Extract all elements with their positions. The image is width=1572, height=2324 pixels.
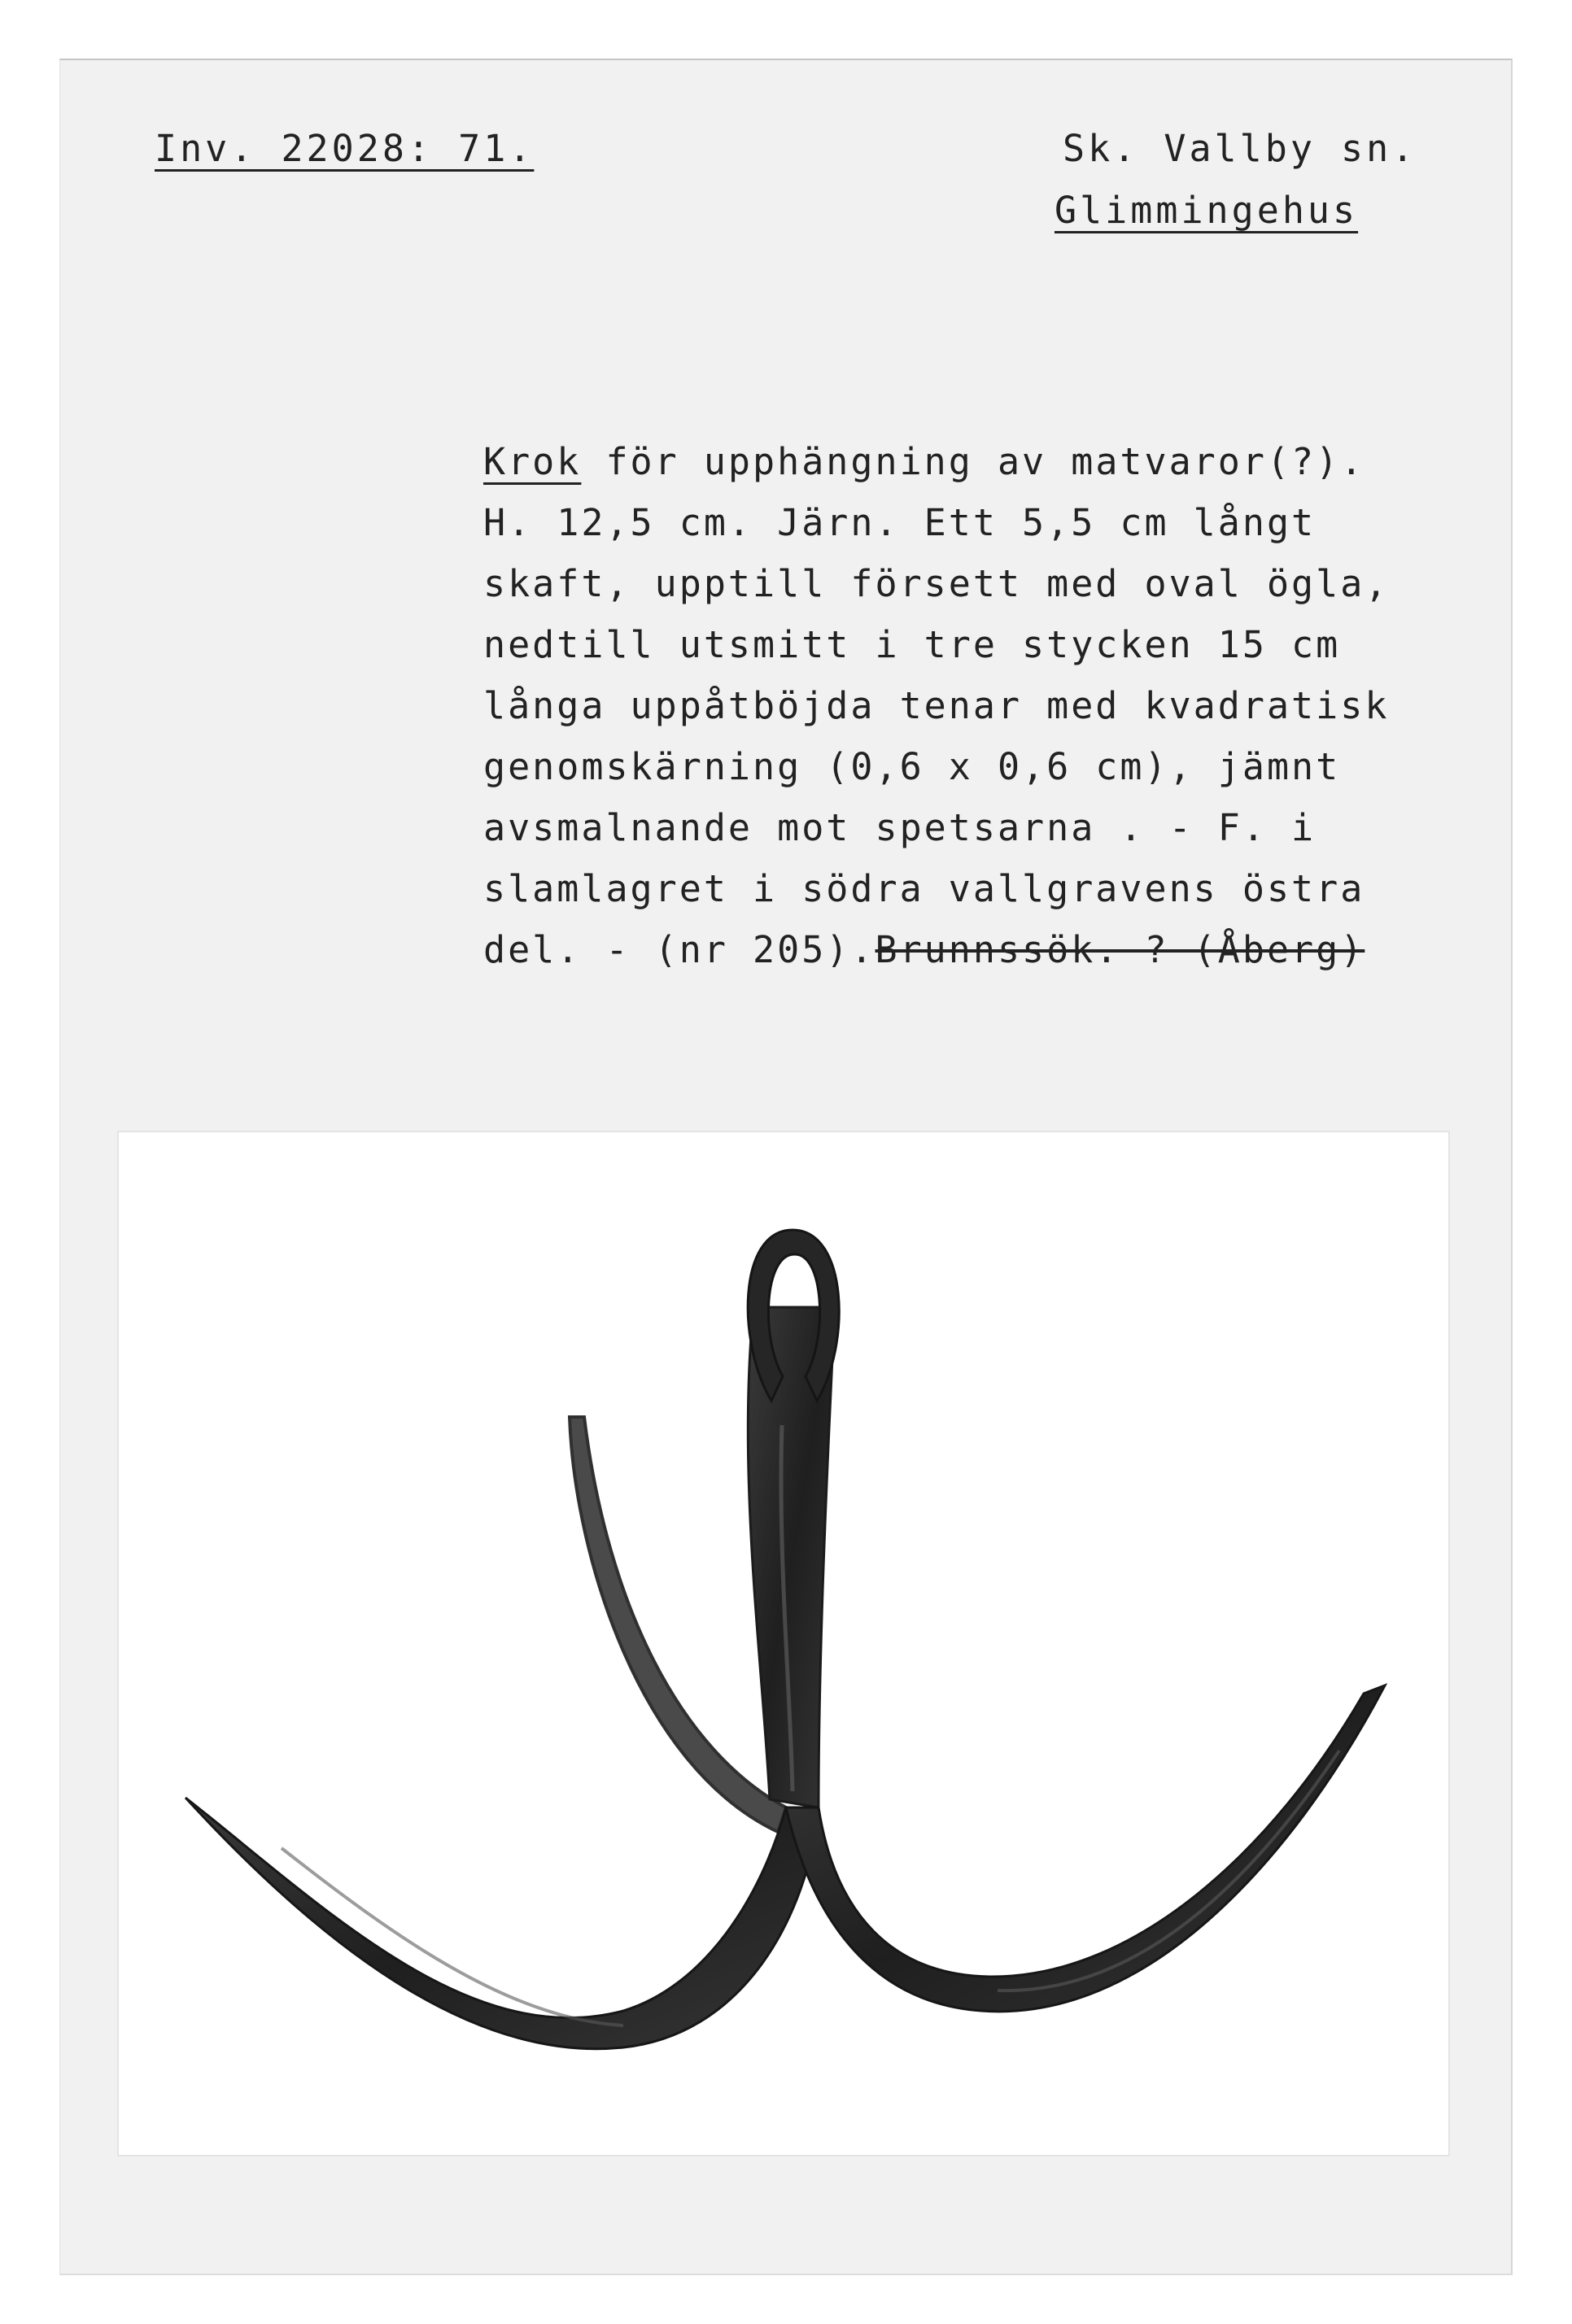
- description-line-7: avsmalnande mot spetsarna . - F. i: [483, 806, 1317, 849]
- struck-text: Brunnssök. ? (Åberg): [875, 928, 1365, 971]
- description-line-2: H. 12,5 cm. Järn. Ett 5,5 cm långt: [483, 501, 1317, 544]
- description-text: [483, 431, 1389, 980]
- description-line-5: långa uppåtböjda tenar med kvadratisk: [483, 684, 1390, 727]
- description-line-3: skaft, upptill försett med oval ögla,: [483, 562, 1390, 605]
- description-line-6: genomskärning (0,6 x 0,6 cm), jämnt: [483, 745, 1341, 788]
- description-line-1-rest: för upphängning av matvaror(?).: [581, 440, 1365, 483]
- description-line-8: slamlagret i södra vallgravens östra: [483, 867, 1365, 910]
- iron-hook-image: [119, 1132, 1448, 2155]
- description-line-4: nedtill utsmitt i tre stycken 15 cm: [483, 623, 1341, 666]
- parish-label: Sk. Vallby sn.: [1063, 127, 1417, 170]
- right-prong: [786, 1685, 1385, 2012]
- description-last-text: del. - (nr 205).: [483, 928, 876, 971]
- description-line-1: [483, 431, 1389, 492]
- site-label: Glimmingehus: [1055, 189, 1359, 232]
- description-term: Krok: [483, 440, 582, 483]
- description-line-9: [483, 919, 1389, 980]
- left-prong: [186, 1798, 819, 2049]
- inventory-number: Inv. 22028: 71.: [155, 127, 535, 170]
- object-photograph: [119, 1132, 1448, 2155]
